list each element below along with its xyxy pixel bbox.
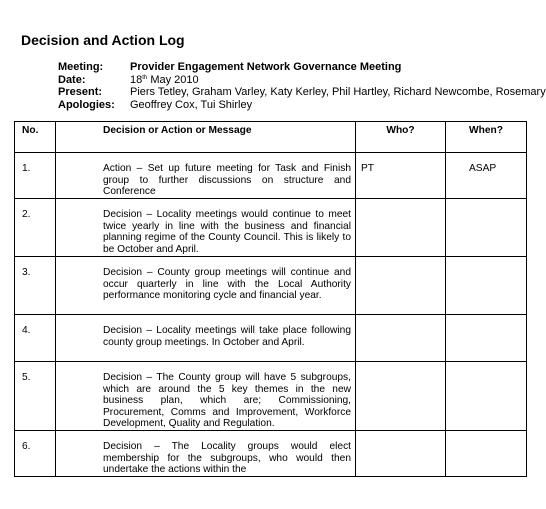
row-no: 3. [15,257,56,315]
row-no: 2. [15,199,56,257]
apologies-value: Geoffrey Cox, Tui Shirley [130,98,253,111]
row-when [446,199,527,257]
header-desc: Decision or Action or Message [56,122,356,153]
row-when [446,362,527,431]
table-row [15,315,527,362]
header-who: Who? [356,122,446,153]
row-when [446,315,527,362]
row-who [356,362,446,431]
row-desc: Decision – Locality meetings would continue to meet twice yearly in line with the business and financial planning regime of the County Council. This is likely to be October and April. [56,199,356,257]
row-no: 1. [15,153,56,199]
row-when: ASAP [446,153,527,199]
apologies-label: Apologies: [58,98,115,111]
row-who [356,315,446,362]
row-who [356,431,446,477]
row-when [446,257,527,315]
row-who [356,199,446,257]
row-who: PT [356,153,446,199]
table-row [15,362,527,431]
row-desc: Decision – The County group will have 5 subgroups, which are around the 5 key themes in the new business plan, which are; Commissioning, Procurement, Comms and Improvement, Workforce Development, Quality and Regulation. [56,362,356,431]
table-row [15,431,527,477]
header-when: When? [446,122,527,153]
row-who [356,257,446,315]
table-row [15,153,527,199]
decision-action-table [14,121,527,477]
row-desc: Decision – Locality meetings will take place following county group meetings. In October and April. [56,315,356,362]
date-label: Date: [58,73,86,86]
row-no: 5. [15,362,56,431]
table-row [15,257,527,315]
header-no: No. [15,122,56,153]
date-suffix: th [142,74,148,81]
present-label: Present: [58,86,103,98]
meeting-label: Meeting: [58,61,104,73]
present-value: Piers Tetley, Graham Varley, Katy Kerley, Phil Hartley, Richard Newcombe, Rosemary [130,86,546,98]
document-title: Decision and Action Log [21,32,185,48]
meeting-value: Provider Engagement Network Governance Meeting [130,61,402,73]
row-desc: Action – Set up future meeting for Task and Finish group to further discussions on structure and Conference [56,153,356,199]
date-day: 18 [130,73,143,86]
row-when [446,431,527,477]
table-row [15,199,527,257]
date-rest: May 2010 [147,73,199,86]
row-desc: Decision – County group meetings will continue and occur quarterly in line with the Local Authority performance monitoring cycle and financial year. [56,257,356,315]
row-no: 4. [15,315,56,362]
table-header-row [15,122,527,153]
row-no: 6. [15,431,56,477]
row-desc: Decision – The Locality groups would elect membership for the subgroups, who would then undertake the actions within the [56,431,356,477]
